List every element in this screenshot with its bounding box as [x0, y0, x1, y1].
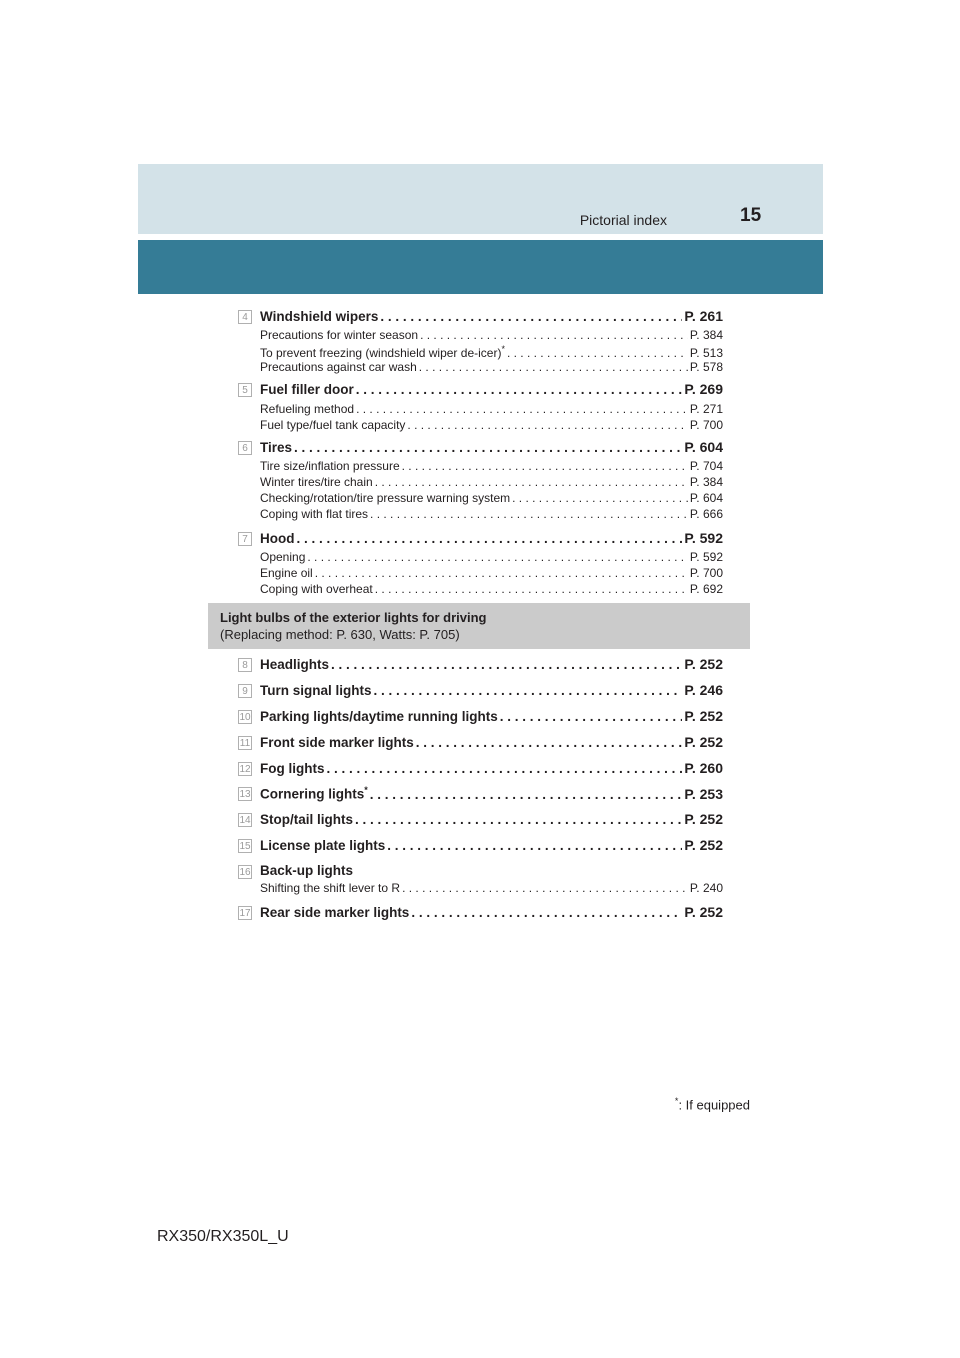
sub-entry-row[interactable]	[260, 507, 723, 521]
callout-number: 17	[239, 908, 251, 919]
sub-entry-row[interactable]	[260, 881, 723, 895]
sub-entry-label: Shifting the shift lever to R	[260, 881, 401, 895]
page-ref: P. 384	[689, 328, 723, 342]
callout-number: 4	[238, 310, 252, 324]
sub-entry-label: Opening	[260, 550, 306, 564]
callout-number: 9	[238, 684, 252, 698]
page-ref: P. 246	[684, 682, 723, 698]
page-ref: P. 604	[684, 439, 723, 455]
callout-number: 10	[239, 712, 251, 723]
page-ref: P. 261	[684, 308, 723, 324]
sub-entry-row[interactable]	[260, 550, 723, 564]
page-ref: P. 252	[684, 656, 723, 672]
page-ref: P. 700	[689, 566, 723, 580]
entry-label: Tires	[260, 440, 293, 455]
sub-entry-row[interactable]	[260, 566, 723, 580]
sub-entry-row[interactable]	[260, 491, 723, 505]
callout-number: 16	[239, 867, 251, 878]
section-title: Pictorial index	[579, 212, 667, 228]
sub-entry-label: Winter tires/tire chain	[260, 475, 373, 489]
sub-entry-label: Precautions for winter season	[260, 328, 419, 342]
entry-label: Back-up lights	[260, 863, 354, 878]
page-ref: P. 252	[684, 904, 723, 920]
page-ref: P. 704	[689, 459, 723, 473]
page-ref: P. 240	[689, 881, 723, 895]
entry-row[interactable]	[260, 904, 723, 920]
entry-label: Front side marker lights	[260, 735, 414, 750]
model-code: RX350/RX350L_U	[157, 1228, 289, 1245]
entry-row[interactable]	[260, 811, 723, 827]
entry-label: License plate lights	[260, 838, 386, 853]
footnote: *: If equipped	[674, 1096, 750, 1113]
footnote-marker: *	[501, 344, 505, 354]
entry-row[interactable]	[260, 308, 723, 324]
page-ref: P. 700	[689, 418, 723, 432]
entry-row[interactable]	[260, 863, 723, 878]
header-bar	[138, 240, 823, 294]
sub-entry-row[interactable]	[260, 582, 723, 596]
page-ref: P. 578	[689, 360, 723, 374]
callout-number: 8	[238, 658, 252, 672]
sub-entry-row[interactable]	[260, 402, 723, 416]
footnote-marker: *	[674, 1096, 679, 1106]
entry-label: Turn signal lights	[260, 683, 372, 698]
sub-entry-row[interactable]	[260, 328, 723, 342]
callout-number: 11	[239, 738, 251, 749]
entry-label: Cornering lights*	[260, 785, 368, 802]
sub-entry-row[interactable]	[260, 360, 723, 374]
page-ref: P. 604	[689, 491, 723, 505]
sub-entry-row[interactable]	[260, 418, 723, 432]
sub-entry-label: Tire size/inflation pressure	[260, 459, 400, 473]
lights-section-header	[208, 603, 750, 649]
entry-row[interactable]	[260, 682, 723, 698]
sub-entry-label: Coping with overheat	[260, 582, 373, 596]
sub-entry-label: To prevent freezing (windshield wiper de-icer)*	[260, 344, 505, 360]
callout-number: 13	[239, 789, 251, 800]
entry-label: Headlights	[260, 657, 330, 672]
sub-entry-row[interactable]	[260, 344, 723, 360]
page-ref: P. 592	[684, 530, 723, 546]
page-ref: P. 666	[689, 507, 723, 521]
entry-row[interactable]	[260, 656, 723, 672]
page-ref: P. 692	[689, 582, 723, 596]
page-ref: P. 260	[684, 760, 723, 776]
entry-row[interactable]	[260, 381, 723, 397]
entry-label: Parking lights/daytime running lights	[260, 709, 498, 724]
sub-entry-label: Fuel type/fuel tank capacity	[260, 418, 406, 432]
entry-row[interactable]	[260, 760, 723, 776]
callout-number: 6	[238, 441, 252, 455]
entry-label: Hood	[260, 531, 295, 546]
callout-number: 14	[239, 815, 251, 826]
entry-label: Fog lights	[260, 761, 325, 776]
callout-number: 5	[238, 383, 252, 397]
footnote-marker: *	[364, 785, 368, 795]
header-band	[138, 164, 823, 234]
entry-label: Windshield wipers	[260, 309, 379, 324]
sub-entry-label: Refueling method	[260, 402, 355, 416]
page-ref: P. 269	[684, 381, 723, 397]
sub-entry-row[interactable]	[260, 475, 723, 489]
sub-entry-label: Coping with flat tires	[260, 507, 369, 521]
lights-section-title: Light bulbs of the exterior lights for driving	[220, 610, 487, 625]
page-ref: P. 513	[689, 346, 723, 360]
entry-row[interactable]	[260, 837, 723, 853]
entry-label: Stop/tail lights	[260, 812, 353, 827]
callout-number: 15	[239, 841, 251, 852]
entry-label: Fuel filler door	[260, 382, 354, 397]
entry-row[interactable]	[260, 734, 723, 750]
page-ref: P. 592	[689, 550, 723, 564]
page-ref: P. 252	[684, 708, 723, 724]
entry-row[interactable]	[260, 785, 723, 802]
page-number: 15	[740, 205, 762, 226]
lights-section-subtitle: (Replacing method: P. 630, Watts: P. 705)	[220, 627, 460, 642]
page-ref: P. 252	[684, 837, 723, 853]
sub-entry-label: Checking/rotation/tire pressure warning system	[260, 491, 511, 505]
sub-entry-label: Precautions against car wash	[260, 360, 417, 374]
page-ref: P. 384	[689, 475, 723, 489]
page-ref: P. 271	[689, 402, 723, 416]
page-ref: P. 252	[684, 734, 723, 750]
sub-entry-row[interactable]	[260, 459, 723, 473]
callout-number: 7	[238, 532, 252, 546]
entry-row[interactable]	[260, 708, 723, 724]
page-ref: P. 252	[684, 811, 723, 827]
callout-number: 12	[239, 764, 251, 775]
entry-row[interactable]	[260, 439, 723, 455]
page-ref: P. 253	[684, 785, 723, 802]
entry-label: Rear side marker lights	[260, 905, 410, 920]
sub-entry-label: Engine oil	[260, 566, 313, 580]
entry-row[interactable]	[260, 530, 723, 546]
